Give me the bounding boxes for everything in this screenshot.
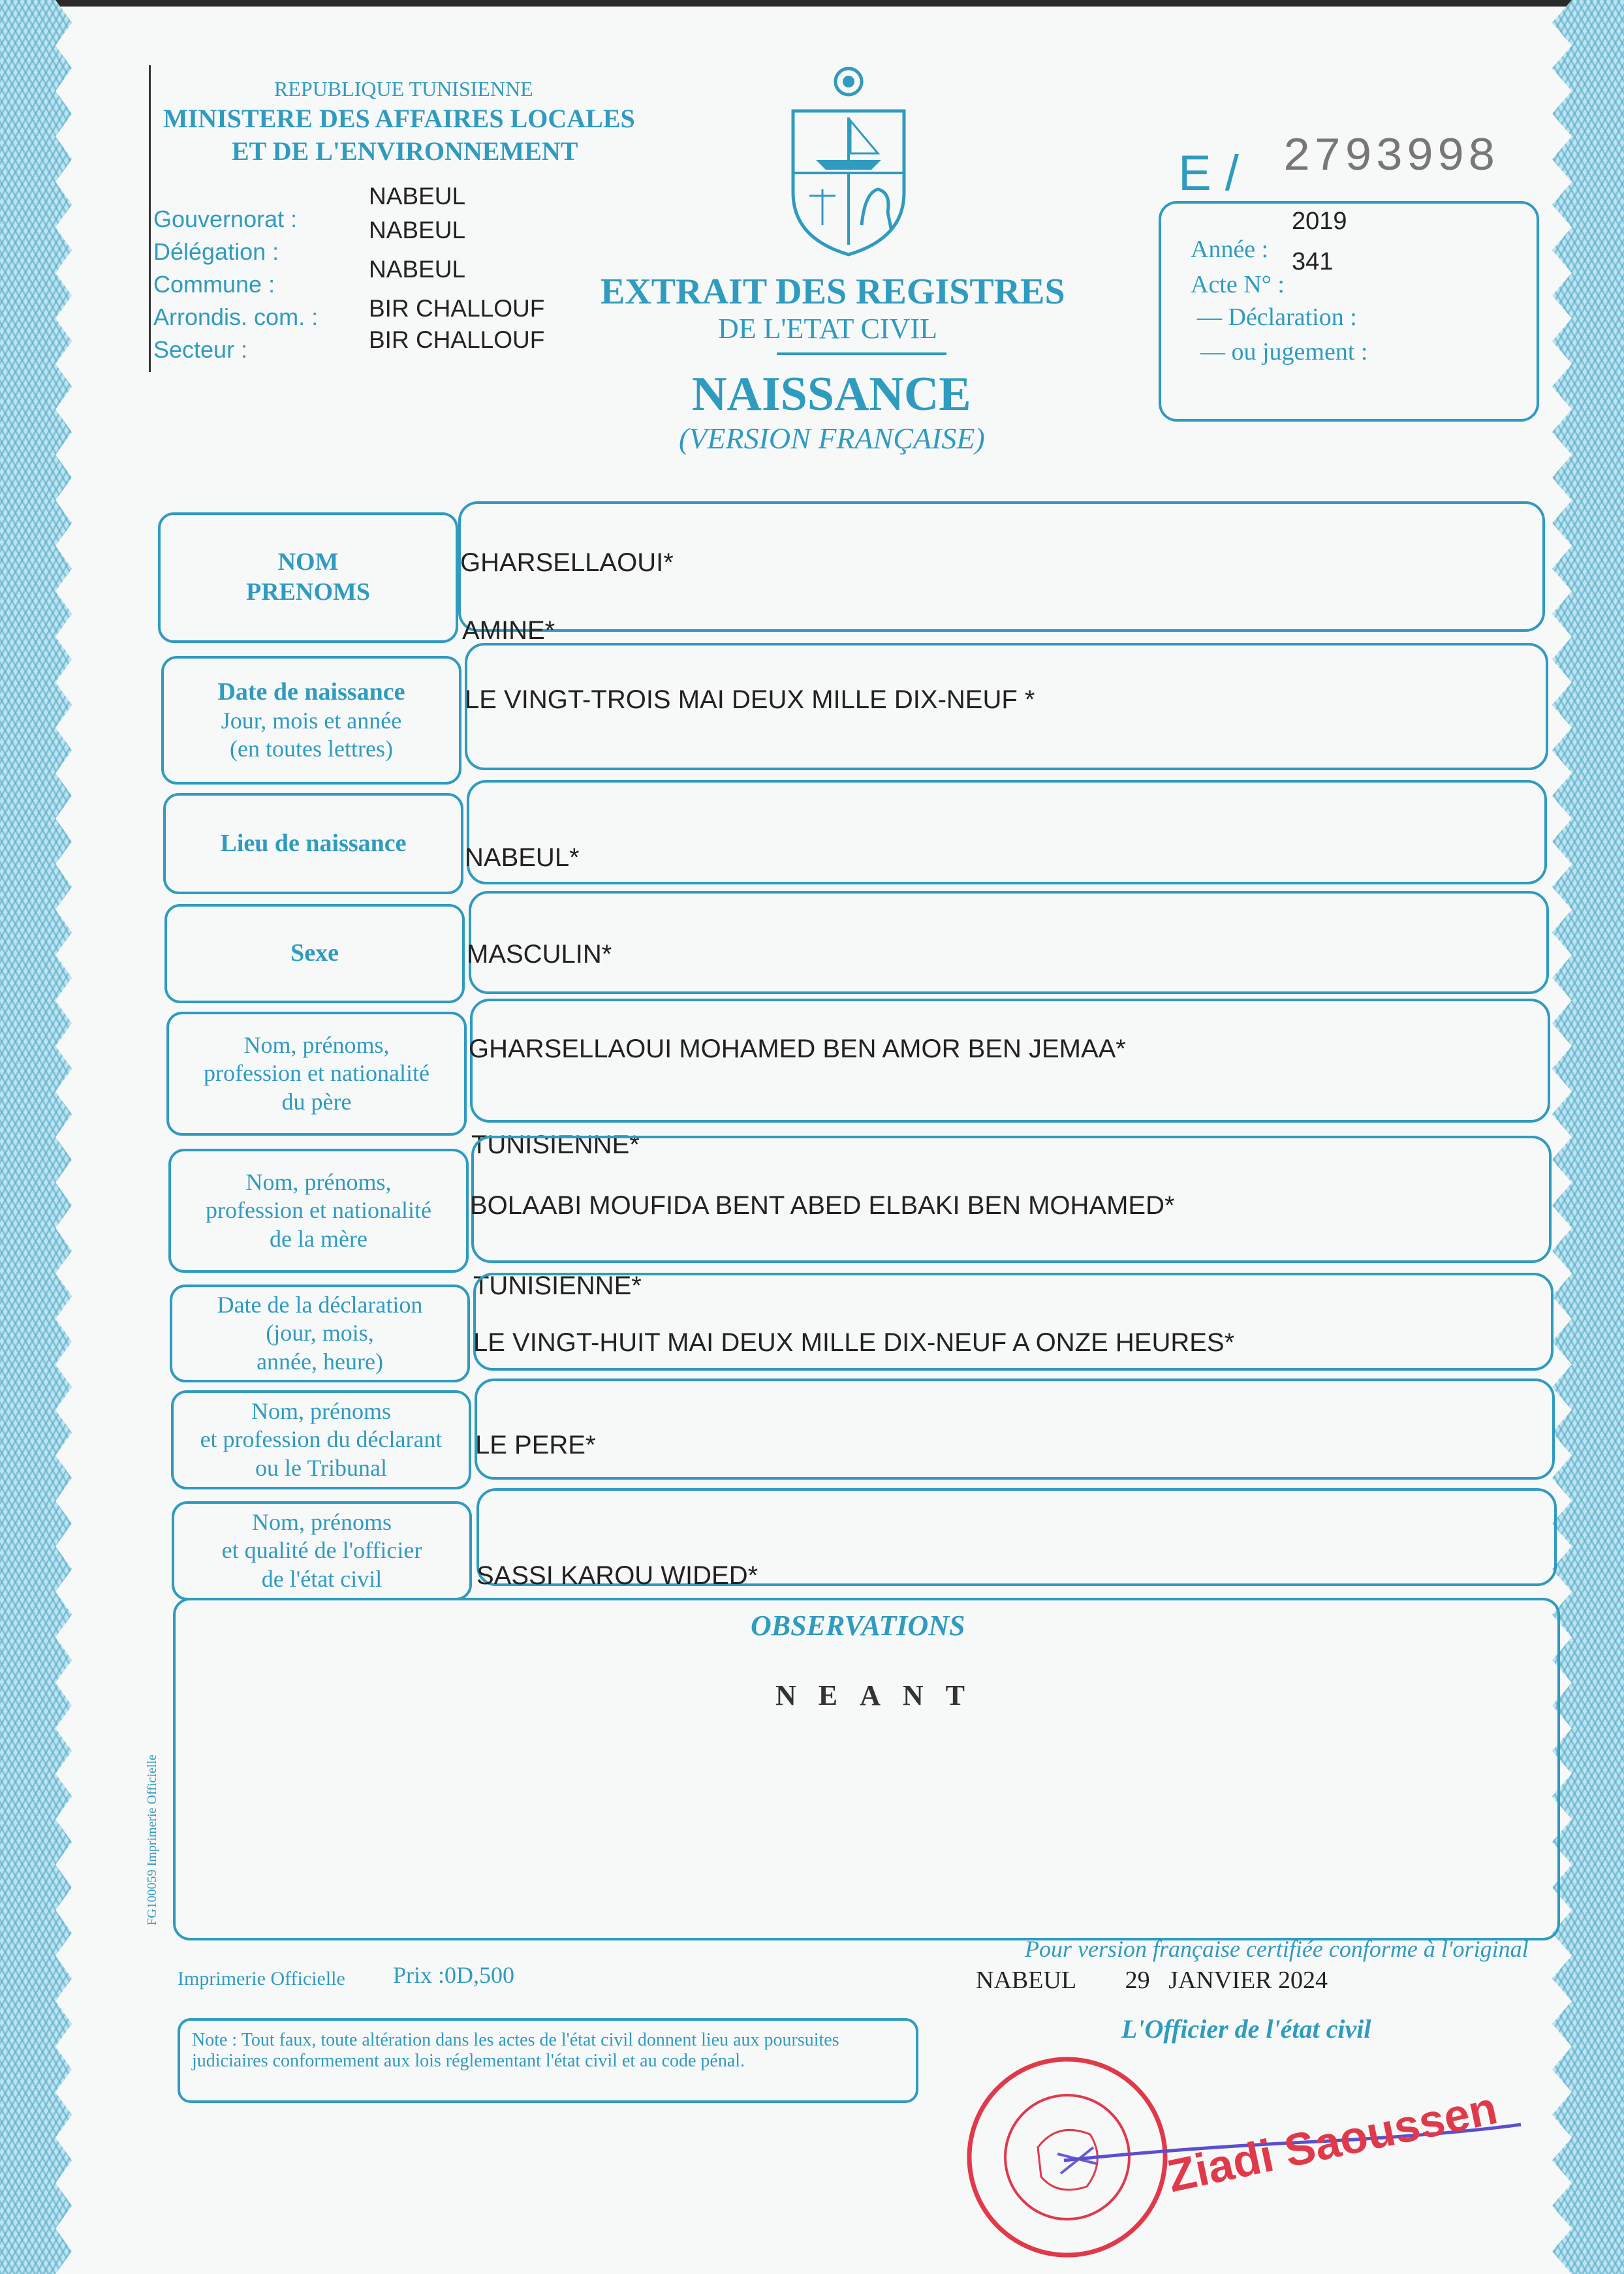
- label-sexe: [164, 904, 465, 1003]
- top-value: NABEUL: [369, 183, 466, 210]
- secteur-value: BIR CHALLOUF: [369, 326, 545, 353]
- prix-label: Prix :0D,500: [393, 1962, 515, 1988]
- serial-number: 2793998: [1283, 131, 1499, 184]
- value-date-declaration: LE VINGT-HUIT MAI DEUX MILLE DIX-NEUF A ONZE HEURES*: [473, 1328, 1235, 1357]
- label-mere-3: de la mère: [270, 1225, 367, 1252]
- legal-note: Note : Tout faux, toute altération dans les actes de l'état civil donnent lieu aux poursuites judiciaires conformement aux lois réglementant l'état civil et au code pénal.: [178, 2018, 918, 2103]
- signature-name: Ziadi Saoussen: [1163, 2082, 1502, 2202]
- label-date-naissance: [161, 656, 461, 785]
- value-pere-nationalite: TUNISIENNE*: [471, 1130, 640, 1159]
- scan-top-edge: [0, 0, 1624, 7]
- label-declarant-3: ou le Tribunal: [255, 1454, 388, 1481]
- commune-label: Commune :: [153, 271, 275, 298]
- tunisia-coat-of-arms-icon: [780, 62, 917, 258]
- value-nom: GHARSELLAOUI*: [460, 548, 674, 577]
- acte-label: Acte N° :: [1191, 271, 1285, 298]
- arrondissement-value: BIR CHALLOUF: [369, 295, 545, 322]
- annee-value: 2019: [1292, 208, 1347, 235]
- label-declarant-1: Nom, prénoms: [251, 1398, 391, 1425]
- label-nom: NOM: [277, 548, 339, 576]
- label-officier-2: et qualité de l'officier: [221, 1537, 422, 1564]
- doc-title-version: (VERSION FRANÇAISE): [679, 422, 985, 455]
- value-prenom: AMINE*: [462, 616, 555, 645]
- value-sexe: MASCULIN*: [467, 940, 612, 969]
- side-print-code: FG100059 Imprimerie Officielle: [145, 1754, 159, 1925]
- serial-prefix: E /: [1178, 146, 1239, 201]
- issue-place-date: NABEUL 29 JANVIER 2024: [976, 1967, 1328, 1994]
- observations-box: [173, 1598, 1560, 1940]
- certified-label: Pour version française certifiée conforme à l'original: [1025, 1936, 1529, 1962]
- label-officier-1: Nom, prénoms: [252, 1509, 392, 1536]
- gouvernorat-value: NABEUL: [369, 217, 466, 243]
- label-date-declaration: [170, 1285, 470, 1382]
- label-mere-2: profession et nationalité: [206, 1197, 431, 1224]
- label-mere-1: Nom, prénoms,: [245, 1169, 392, 1196]
- value-officier: SASSI KAROU WIDED*: [476, 1561, 758, 1590]
- jugement-label: — ou jugement :: [1200, 338, 1368, 366]
- label-date-naissance-title: Date de naissance: [217, 678, 405, 706]
- header-divider: [149, 65, 151, 372]
- arrondissement-label: Arrondis. com. :: [153, 304, 319, 330]
- value-mere-nationalite: TUNISIENNE*: [473, 1271, 642, 1300]
- republic-label: REPUBLIQUE TUNISIENNE: [274, 77, 533, 101]
- value-lieu-naissance: NABEUL*: [465, 843, 580, 872]
- title-rule: [777, 352, 946, 355]
- value-mere: BOLAABI MOUFIDA BENT ABED ELBAKI BEN MOHAMED*: [470, 1191, 1175, 1220]
- label-officier-3: de l'état civil: [261, 1565, 383, 1592]
- secteur-label: Secteur :: [153, 336, 248, 363]
- value-declarant: LE PERE*: [475, 1431, 596, 1459]
- label-date-naissance-sub1: Jour, mois et année: [221, 708, 402, 734]
- label-declaration-2: (jour, mois,: [266, 1320, 374, 1347]
- observations-title: OBSERVATIONS: [751, 1610, 965, 1642]
- label-declarant-2: et profession du déclarant: [200, 1426, 443, 1453]
- value-date-naissance: LE VINGT-TROIS MAI DEUX MILLE DIX-NEUF *: [465, 685, 1035, 714]
- label-pere: [166, 1012, 467, 1136]
- doc-title-registres: EXTRAIT DES REGISTRES: [601, 272, 1065, 312]
- field-declarant: [475, 1378, 1555, 1480]
- right-guilloche-border: [1546, 0, 1624, 2274]
- label-nom-prenoms: [158, 512, 458, 643]
- label-declarant: [171, 1390, 471, 1489]
- label-declaration-3: année, heure): [257, 1348, 383, 1375]
- acte-box: [1159, 201, 1539, 422]
- label-lieu-title: Lieu de naissance: [220, 829, 407, 857]
- field-sexe: [469, 891, 1549, 994]
- officer-title: L'Officier de l'état civil: [1121, 2014, 1371, 2044]
- value-pere: GHARSELLAOUI MOHAMED BEN AMOR BEN JEMAA*: [469, 1035, 1126, 1063]
- label-mere: [168, 1149, 469, 1273]
- imprimerie-label: Imprimerie Officielle: [178, 1968, 345, 1989]
- field-lieu-naissance: [467, 780, 1547, 884]
- acte-value: 341: [1292, 248, 1334, 275]
- doc-title-naissance: NAISSANCE: [692, 367, 971, 421]
- left-guilloche-border: [0, 0, 78, 2274]
- ministry-line1: MINISTERE DES AFFAIRES LOCALES: [163, 104, 635, 133]
- label-sexe-title: Sexe: [290, 939, 339, 967]
- label-pere-2: profession et nationalité: [204, 1060, 429, 1087]
- gouvernorat-label: Gouvernorat :: [153, 206, 298, 232]
- label-pere-1: Nom, prénoms,: [243, 1032, 390, 1059]
- ministry-line2: ET DE L'ENVIRONNEMENT: [232, 136, 578, 166]
- observations-value: NEANT: [775, 1679, 988, 1711]
- label-lieu-naissance: [163, 793, 463, 894]
- delegation-label: Délégation :: [153, 238, 279, 265]
- label-officier: [172, 1501, 472, 1600]
- label-pere-3: du père: [281, 1088, 352, 1115]
- delegation-value: NABEUL: [369, 256, 466, 283]
- label-declaration-1: Date de la déclaration: [217, 1292, 423, 1318]
- declaration-label: — Déclaration :: [1197, 304, 1357, 331]
- label-date-naissance-sub2: (en toutes lettres): [230, 736, 393, 762]
- annee-label: Année :: [1191, 236, 1269, 263]
- doc-title-etat-civil: DE L'ETAT CIVIL: [718, 313, 937, 345]
- label-prenoms: PRENOMS: [246, 578, 370, 606]
